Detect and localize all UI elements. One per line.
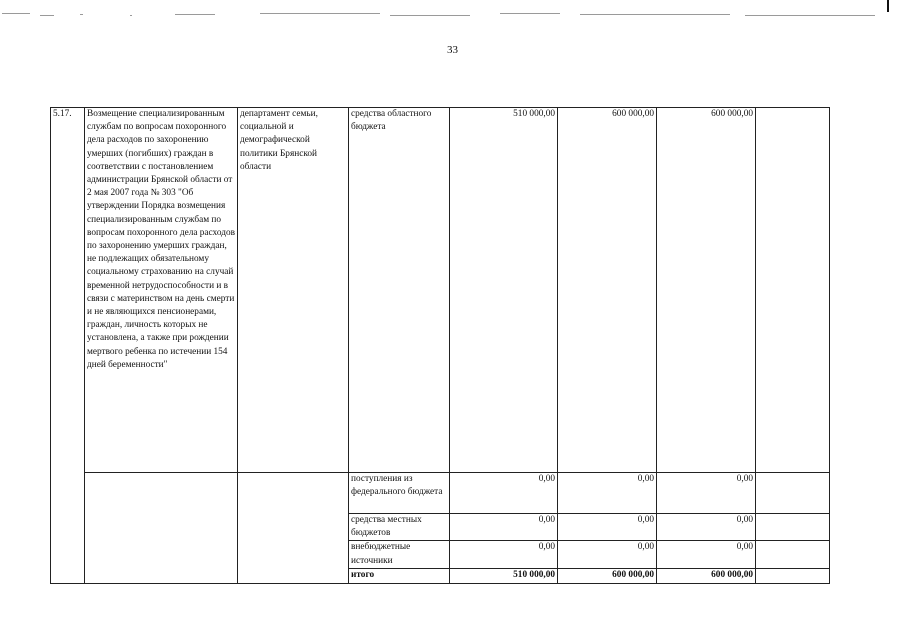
amount-year1: 0,00 [450,541,558,569]
item-description: Возмещение специализированным службам по вопросам похоронного дела расходов по захоронению умерших (погибших) граждан в соответствии с постановлением администрации Брянской области от 2 мая 2007 года № 303 "Об утверждении Порядка возмещения специализированным службам по вопросам похоронного дела расходов по захоронению умерших граждан, не подлежащих обязательному социальному страхованию на случай временной нетрудоспособности и в связи с материнством на день смерти и не являющихся пенсионерами, граждан, личность которых не установлена, а также при рождении мертвого ребенка по истечении 154 дней беременности" [85,108,238,473]
amount-year3: 0,00 [657,541,756,569]
empty-cell [756,541,830,569]
amount-year1: 0,00 [450,514,558,541]
amount-year3: 0,00 [657,473,756,514]
empty-cell [756,108,830,473]
amount-year2: 600 000,00 [558,108,657,473]
empty-cell [756,473,830,514]
total-year2: 600 000,00 [558,569,657,583]
source-label: средства местных бюджетов [349,514,450,541]
page-number: 33 [447,44,458,56]
amount-year1: 0,00 [450,473,558,514]
total-label: итого [349,569,450,583]
amount-year2: 0,00 [558,541,657,569]
amount-year1: 510 000,00 [450,108,558,473]
empty-cell [85,473,238,584]
total-year3: 600 000,00 [657,569,756,583]
source-label: средства областного бюджета [349,108,450,473]
amount-year2: 0,00 [558,514,657,541]
responsible-department: департамент семьи, социальной и демографической политики Брянской области [238,108,349,473]
budget-table [50,107,830,584]
amount-year2: 0,00 [558,473,657,514]
total-year1: 510 000,00 [450,569,558,583]
table-row [51,108,830,473]
amount-year3: 0,00 [657,514,756,541]
scan-artifact-strip [0,0,905,24]
source-label: внебюджетные источники [349,541,450,569]
empty-cell [238,473,349,584]
table-row [51,473,830,514]
source-label: поступления из федерального бюджета [349,473,450,514]
item-number: 5.17. [51,108,85,584]
empty-cell [756,514,830,541]
empty-cell [756,569,830,583]
amount-year3: 600 000,00 [657,108,756,473]
